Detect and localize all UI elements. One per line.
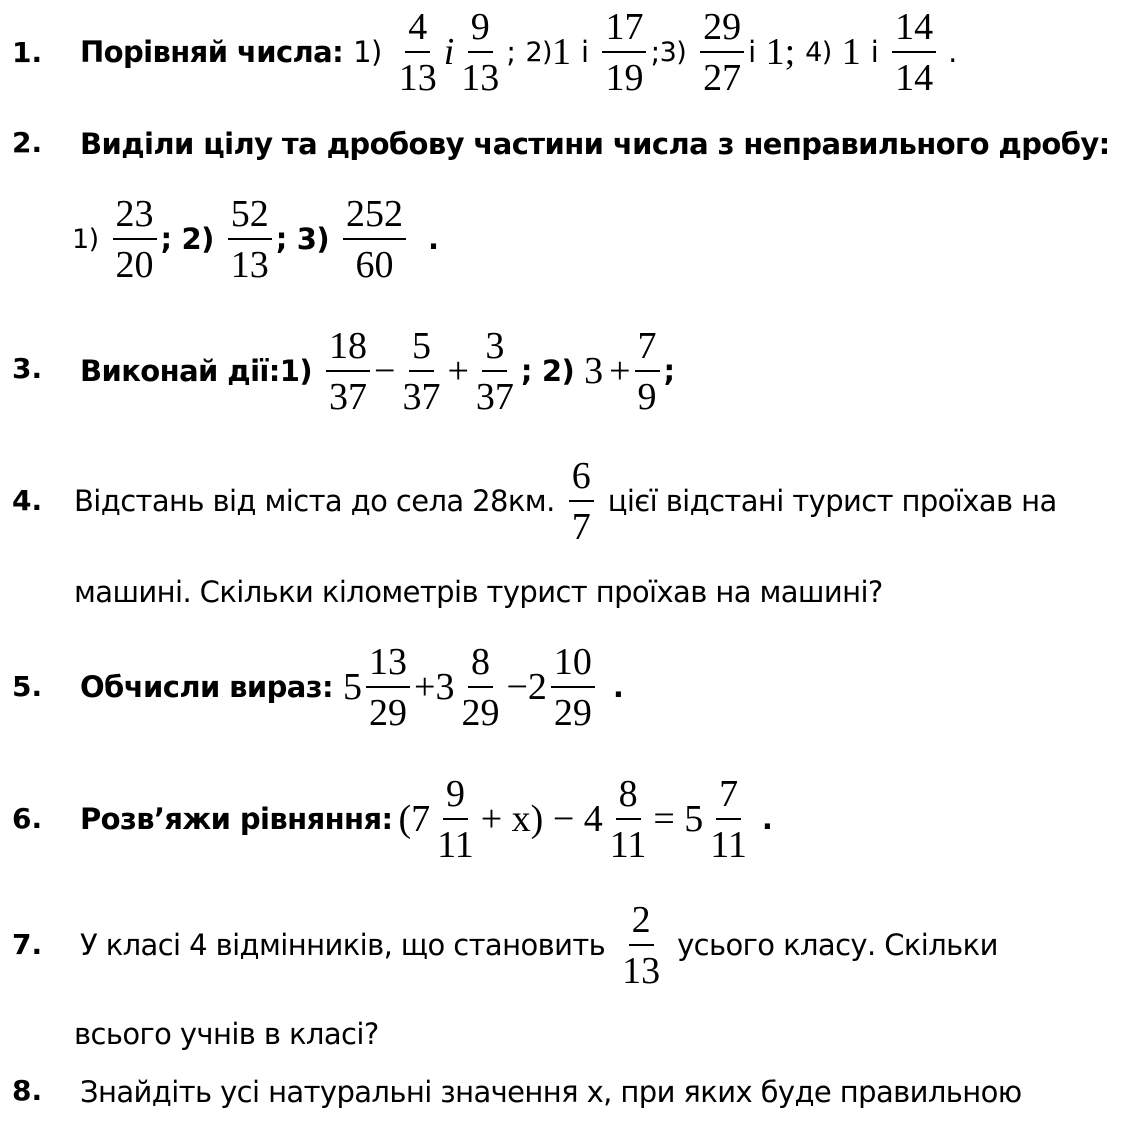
fraction: $\frac{2}{13}$ <box>622 898 661 992</box>
operator: + <box>447 350 469 392</box>
separator: ; <box>275 222 287 256</box>
task-text: цієї відстані турист проїхав на <box>607 484 1057 518</box>
operator: + <box>414 666 436 708</box>
task-text: Відстань від міста до села 28км. <box>74 484 555 518</box>
conjunction: і <box>870 35 879 69</box>
fraction: $\frac{17}{19}$ <box>602 8 646 97</box>
conjunction: і <box>580 35 589 69</box>
fraction: $\frac{18}{37}$ <box>326 327 370 416</box>
task-title: Розв’яжи рівняння: <box>80 802 393 836</box>
task-6 <box>0 758 1126 876</box>
task-number: 1. <box>12 36 43 69</box>
part-label: 3) <box>659 36 687 68</box>
fraction: $\frac{29}{27}$ <box>700 8 744 97</box>
task-number: 6. <box>12 802 43 835</box>
number: 1; <box>765 31 796 73</box>
part-label: 3) <box>296 222 329 256</box>
part-label: 2) <box>541 354 575 388</box>
task-3 <box>0 308 1126 428</box>
task-text-line-2: всього учнів в класі? <box>74 1017 379 1051</box>
period: . <box>427 222 439 256</box>
task-number: 8. <box>12 1074 43 1107</box>
separator: ; <box>520 354 532 388</box>
fraction: $\frac{7}{11}$ <box>710 772 747 866</box>
task-title: Обчисли вираз: <box>80 670 334 704</box>
part-label: 1) <box>279 354 312 388</box>
separator: ; <box>663 354 675 388</box>
part-label: 1) <box>72 223 99 255</box>
task-text: Знайдіть усі натуральні значення х, при яких буде правильною <box>80 1075 1022 1109</box>
task-title: Порівняй числа: <box>80 35 344 69</box>
separator: ; <box>160 222 172 256</box>
fraction: $\frac{4}{13}$ <box>398 5 437 99</box>
fraction: $\frac{9}{11}$ <box>437 772 474 866</box>
task-number: 7. <box>12 928 43 961</box>
period: . <box>612 670 624 704</box>
fraction: $\frac{14}{14}$ <box>892 8 936 97</box>
fraction: $\frac{3}{37}$ <box>475 324 514 418</box>
number: 5 <box>343 666 363 708</box>
separator: ; <box>506 35 516 69</box>
operator: − <box>506 666 528 708</box>
equation-part: = 5 <box>653 798 704 840</box>
fraction: $\frac{7}{9}$ <box>635 327 660 416</box>
number: 2 <box>527 666 547 708</box>
operator: + <box>609 350 631 392</box>
number: 3 <box>435 666 455 708</box>
separator: ; <box>650 35 660 69</box>
number: 1 <box>841 31 861 73</box>
number: 3 <box>584 350 604 392</box>
equation-part: + x) − 4 <box>480 798 603 840</box>
number: 1 <box>551 31 571 73</box>
task-text: усього класу. Скільки <box>677 928 998 962</box>
operator: − <box>374 350 396 392</box>
fraction: $\frac{6}{7}$ <box>569 457 594 546</box>
fraction: $\frac{52}{13}$ <box>228 195 272 284</box>
fraction: $\frac{8}{29}$ <box>461 640 500 734</box>
task-title: Виконай дії: <box>80 354 280 388</box>
task-title: Виділи цілу та дробову частини числа з неправильного дробу: <box>80 127 1110 161</box>
task-8 <box>0 1066 1126 1122</box>
fraction: $\frac{5}{37}$ <box>402 324 441 418</box>
task-1 <box>0 0 1126 112</box>
fraction: $\frac{252}{60}$ <box>343 195 406 284</box>
period: . <box>948 35 957 69</box>
equation-part: (7 <box>398 798 431 840</box>
task-2 <box>0 112 1126 302</box>
fraction: $\frac{8}{11}$ <box>609 772 647 866</box>
task-number: 2. <box>12 126 43 159</box>
part-label: 1) <box>353 35 382 69</box>
task-5 <box>0 626 1126 744</box>
fraction: $\frac{23}{20}$ <box>113 195 157 284</box>
part-label: 4) <box>805 36 832 68</box>
part-label: 2) <box>525 36 552 68</box>
task-text-line-2: машині. Скільки кілометрів турист проїхав на машині? <box>74 575 883 609</box>
conjunction: і <box>443 31 455 73</box>
period: . <box>761 802 773 836</box>
conjunction: і <box>748 35 756 69</box>
task-number: 3. <box>12 352 43 385</box>
fraction: $\frac{9}{13}$ <box>461 5 500 99</box>
task-number: 4. <box>12 484 43 517</box>
part-label: 2) <box>181 222 214 256</box>
task-text: У класі 4 відмінників, що становить <box>80 928 606 962</box>
task-4 <box>0 440 1126 620</box>
task-number: 5. <box>12 670 43 703</box>
fraction: $\frac{10}{29}$ <box>551 643 595 732</box>
task-7 <box>0 884 1126 1064</box>
fraction: $\frac{13}{29}$ <box>366 643 410 732</box>
